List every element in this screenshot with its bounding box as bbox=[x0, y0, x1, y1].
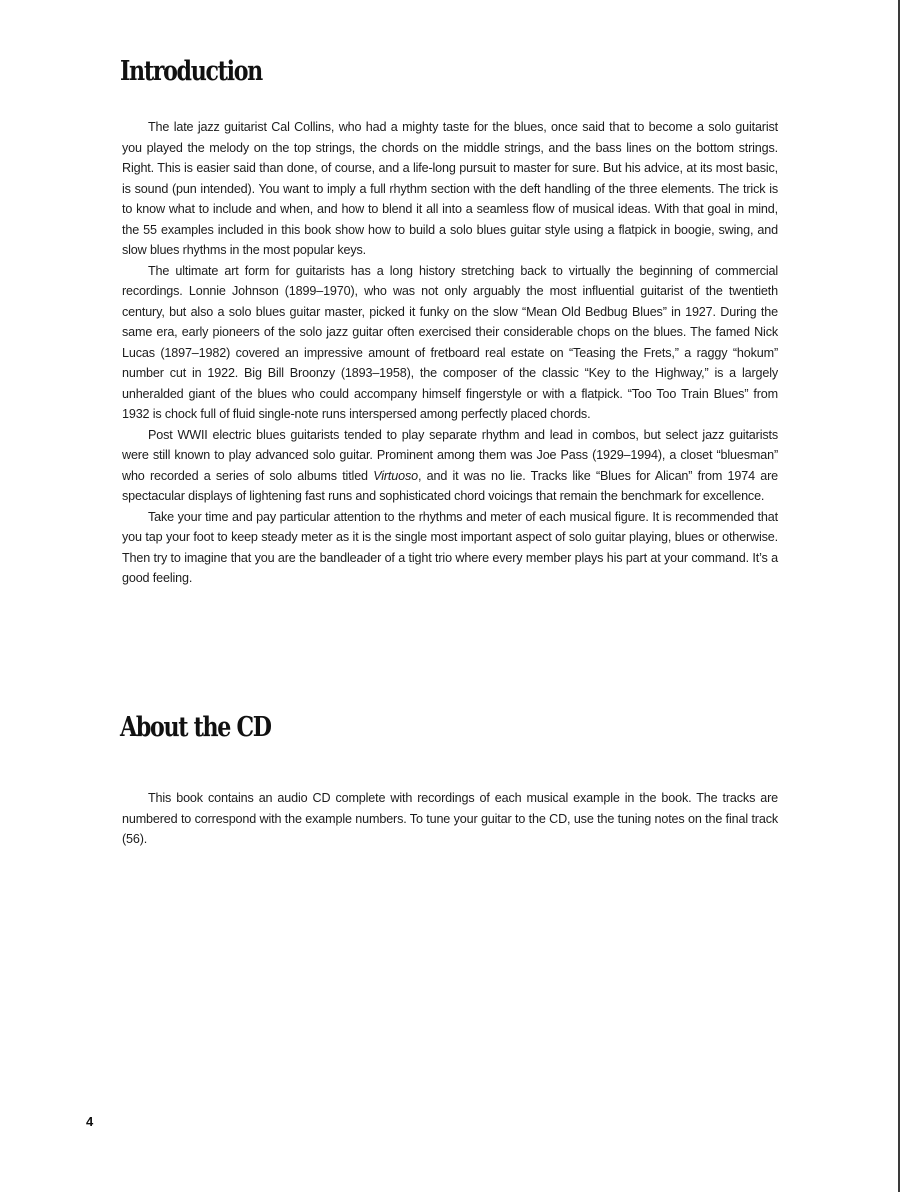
section-heading-about-the-cd: About the CD bbox=[120, 712, 271, 743]
section-heading-introduction: Introduction bbox=[120, 56, 262, 87]
paragraph-text: The late jazz guitarist Cal Collins, who had a mighty taste for the blues, once said that to become a solo guitarist you played the melody on the top strings, the chords on the middle strings, and the bass lines on the bottom strings. Right. This is easier said than done, of course, and a life-long pursuit to master for sure. But his advice, at its most basic, is sound (pun intended). You want to imply a full rhythm section with the deft handling of the three elements. The trick is to know what to include and when, and how to blend it all into a seamless flow of musical ideas. With that goal in mind, the 55 examples included in this book show how to build a solo blues guitar style using a flatpick in boogie, swing, and slow blues rhythms in the most popular keys. bbox=[122, 120, 778, 257]
paragraph-text: Take your time and pay particular attention to the rhythms and meter of each musical figure. It is recommended that you tap your foot to keep steady meter as it is the single most important aspect of solo guitar playing, blues or otherwise. Then try to imagine that you are the bandleader of a tight trio where every member plays his part at your command. It’s a good feeling. bbox=[122, 509, 778, 585]
paragraph-text: The ultimate art form for guitarists has a long history stretching back to virtually the beginning of commercial recordings. Lonnie Johnson (1899–1970), who was not only arguably the most influential guitarist of the twentieth century, but also a solo blues guitar master, picked it funky on the slow “Mean Old Bedbug Blues” in 1927. During the same era, early pioneers of the solo jazz guitar often exercised their considerable chops on the blues. The famed Nick Lucas (1897–1982) covered an impressive amount of fretboard real estate on “Teasing the Frets,” a raggy “hokum” number cut in 1922. Big Bill Broonzy (1893–1958), the composer of the classic “Key to the Highway,” is a largely unheralded giant of the blues who could accompany himself fingerstyle or with a flatpick. “Too Too Train Blues” from 1932 is chock full of fluid single-note runs interspersed among perfectly placed chords. bbox=[122, 263, 778, 421]
paragraph-text: , and it was no lie. Tracks like “Blues for Alican” from 1974 are spectacular displays of lightening fast runs and sophisticated chord voicings that remain the benchmark for excellence. bbox=[122, 468, 778, 503]
paragraph bbox=[122, 788, 778, 850]
paragraph-text: This book contains an audio CD complete with recordings of each musical example in the book. The tracks are numbered to correspond with the example numbers. To tune your guitar to the CD, use the tuning notes on the final track (56). bbox=[122, 791, 778, 846]
paragraph bbox=[122, 261, 778, 425]
paragraph bbox=[122, 117, 778, 261]
introduction-body bbox=[122, 117, 778, 589]
paragraph bbox=[122, 507, 778, 589]
paragraph-text: Post WWII electric blues guitarists tended to play separate rhythm and lead in combos, but select jazz guitarists were still known to play advanced solo guitar. Prominent among them was Joe Pass (1929–1994), a closet “bluesman” who recorded a series of solo albums titled bbox=[122, 427, 778, 483]
album-title-italic: Virtuoso bbox=[373, 468, 418, 483]
about-cd-body bbox=[122, 788, 778, 850]
page-number: 4 bbox=[86, 1114, 94, 1129]
paragraph bbox=[122, 425, 778, 507]
